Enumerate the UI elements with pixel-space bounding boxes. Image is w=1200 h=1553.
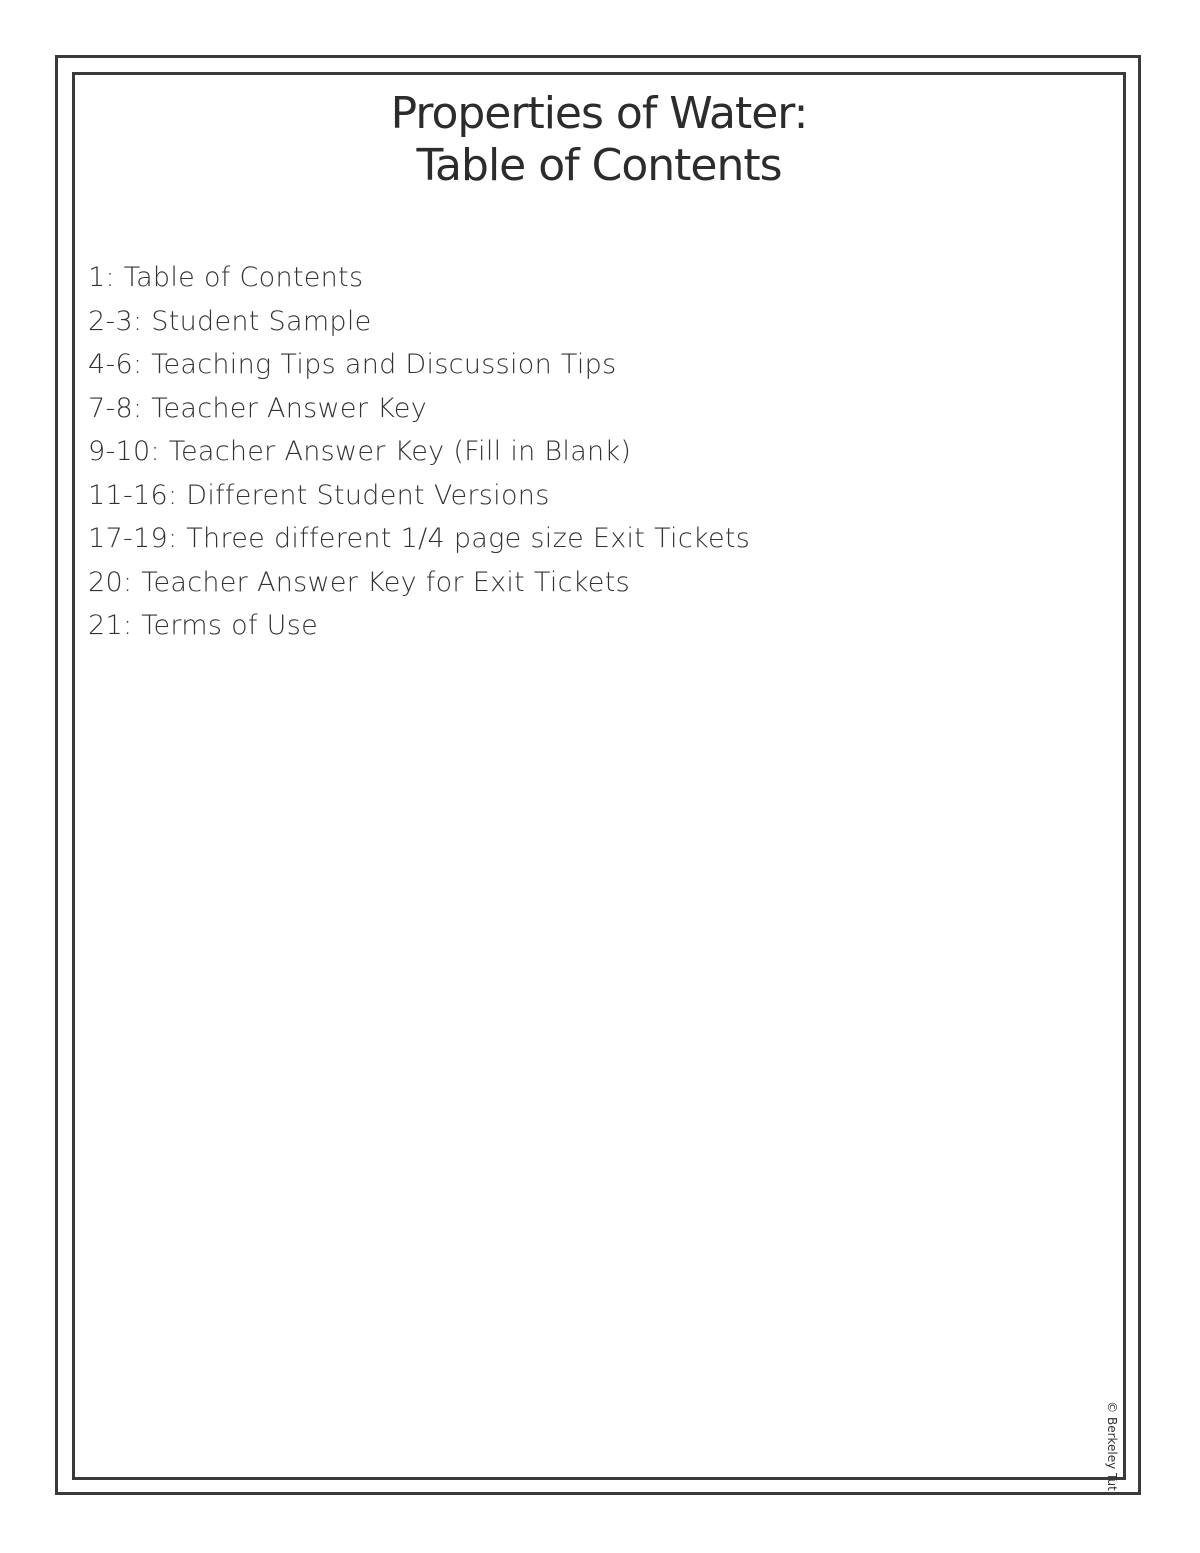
toc-item: 9-10: Teacher Answer Key (Fill in Blank) — [88, 436, 632, 467]
toc-item: 1: Table of Contents — [88, 262, 364, 293]
toc-item: 17-19: Three different 1/4 page size Exit Tickets — [88, 523, 751, 554]
title-line-2: Table of Contents — [416, 140, 782, 191]
toc-item: 2-3: Student Sample — [88, 305, 372, 337]
title-line-1: Properties of Water: — [390, 88, 808, 139]
toc-item: 4-6: Teaching Tips and Discussion Tips — [88, 349, 617, 380]
page-title — [72, 88, 1126, 192]
toc-item: 20: Teacher Answer Key for Exit Tickets — [88, 566, 630, 598]
table-of-contents-list — [88, 256, 750, 648]
toc-item: 21: Terms of Use — [88, 610, 318, 641]
copyright-notice: © Berkeley Tut — [1105, 1401, 1119, 1491]
toc-item: 11-16: Different Student Versions — [88, 479, 550, 511]
toc-item: 7-8: Teacher Answer Key — [88, 392, 427, 424]
